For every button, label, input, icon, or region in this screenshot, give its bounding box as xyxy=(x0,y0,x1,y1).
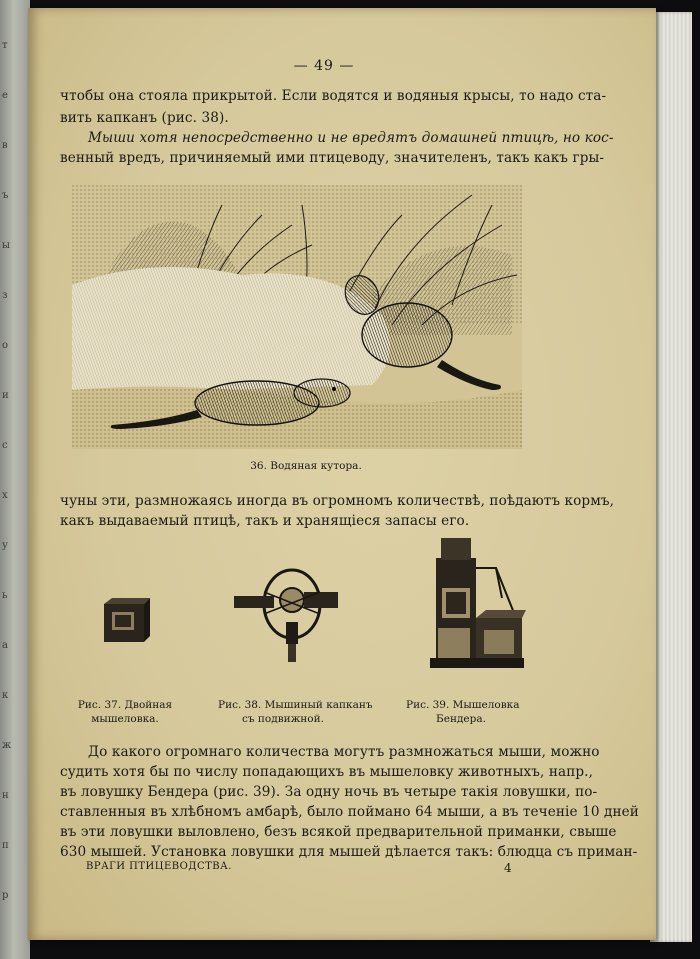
body-text-line: чтобы она стояла прикрытой. Если водятся и водяныя крысы, то надо ста- xyxy=(60,88,607,104)
facing-page-text: у xyxy=(2,540,8,551)
facing-page-text: в xyxy=(2,140,8,151)
body-text-line: 630 мышей. Установка ловушки для мышей дѣлается такъ: блюдца съ приман- xyxy=(60,844,638,860)
facing-page-text: к xyxy=(2,690,9,701)
facing-page-text: з xyxy=(2,290,8,301)
page-number: — 49 — xyxy=(293,58,355,74)
figure-37-caption-line: Рис. 37. Двойная xyxy=(77,699,173,711)
body-text-line: чуны эти, размножаясь иногда въ огромномъ количествѣ, поѣдаютъ кормъ, xyxy=(60,493,615,509)
facing-page-text: е xyxy=(2,90,8,101)
facing-page-text: ж xyxy=(2,740,12,751)
facing-page-text: о xyxy=(2,340,9,351)
facing-page-text: ы xyxy=(2,240,10,251)
facing-page-text: н xyxy=(2,790,9,801)
facing-page-text: п xyxy=(2,840,9,851)
footer-signature-number: 4 xyxy=(504,861,513,875)
facing-page-text: а xyxy=(2,640,8,651)
bender-mousetrap-illustration xyxy=(426,538,528,674)
double-mousetrap-illustration xyxy=(100,596,152,648)
figure-36-caption: 36. Водяная кутора. xyxy=(250,460,362,472)
body-text-line: До какого огромнаго количества могутъ размножаться мыши, можно xyxy=(88,744,600,760)
body-text-line: въ ловушку Бендера (рис. 39). За одну ночь въ четыре такія ловушки, по- xyxy=(60,784,598,800)
facing-page-text: ъ xyxy=(2,190,9,201)
water-vole-engraving xyxy=(72,185,522,449)
facing-page-text: и xyxy=(2,390,9,401)
figure-38-caption-line: съ подвижной. xyxy=(242,713,324,725)
body-text-line: венный вредъ, причиняемый ими птицеводу, значителенъ, такъ какъ гры- xyxy=(60,150,605,166)
figure-39-caption-line: Рис. 39. Мышеловка xyxy=(406,699,520,711)
facing-page-text: с xyxy=(2,440,8,451)
body-text-line: ставленныя въ хлѣбномъ амбарѣ, было поймано 64 мыши, а въ теченіе 10 дней xyxy=(60,804,639,820)
body-text-line: вить капканъ (рис. 38). xyxy=(60,110,229,126)
body-text-line: Мыши хотя непосредственно и не вредятъ домашней птицѣ, но кос- xyxy=(88,130,614,146)
figure-38-caption-line: Рис. 38. Мышиный капканъ xyxy=(218,699,373,711)
body-text-line: въ эти ловушки выловлено, безъ всякой предварительной приманки, свыше xyxy=(60,824,617,840)
facing-page-text: т xyxy=(2,40,8,51)
book-page xyxy=(28,8,656,940)
facing-page-text: ь xyxy=(2,590,8,601)
page-stack-edge xyxy=(650,12,692,942)
figure-37-caption-line: мышеловка. xyxy=(91,713,159,725)
facing-page-text: р xyxy=(2,890,9,901)
body-text-line: какъ выдаваемый птицѣ, такъ и хранящіеся запасы его. xyxy=(60,513,470,529)
mouse-trap-illustration xyxy=(234,562,340,666)
body-text-line: судить хотя бы по числу попадающихъ въ мышеловку животныхъ, напр., xyxy=(60,764,594,780)
facing-page-text: х xyxy=(2,490,8,501)
footer-signature: ВРАГИ ПТИЦЕВОДСТВА. xyxy=(86,861,232,872)
figure-39-caption-line: Бендера. xyxy=(436,713,486,725)
facing-page-edge xyxy=(0,0,30,959)
